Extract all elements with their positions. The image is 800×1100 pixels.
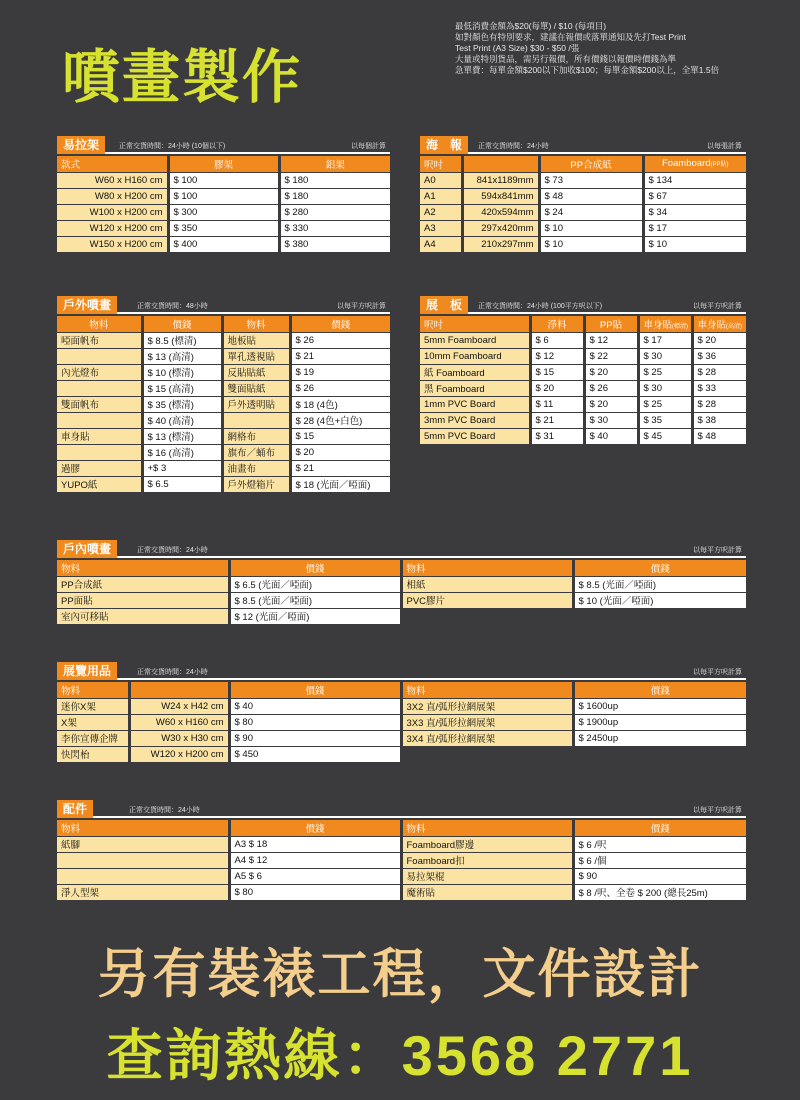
table-row [57, 868, 746, 884]
parts-section [57, 800, 746, 901]
header-cell: 呎吋 [420, 156, 462, 172]
header-cell: 膠架 [168, 156, 279, 172]
outdoor-table [57, 316, 390, 493]
table-row [57, 396, 390, 412]
table-cell: $ 134 [643, 172, 746, 188]
table-cell: $ 45 [638, 428, 692, 444]
table-row [420, 236, 746, 252]
table-row [57, 592, 746, 608]
table-cell: $ 10 [539, 236, 643, 252]
table-cell: $ 100 [168, 172, 279, 188]
table-cell: $ 10 [539, 220, 643, 236]
unit-note: 以每個計算 [351, 143, 386, 150]
table-cell: A4 $ 12 [229, 852, 401, 868]
table-cell: $ 40 (高清) [142, 412, 222, 428]
delivery-time: 正常交貨時間：48小時 [137, 303, 208, 310]
note-line: 急單費：每單金額$200以下加收$100；每單金額$200以上，全單1.5倍 [455, 65, 720, 75]
table-cell: $ 20 [584, 396, 638, 412]
table-header-row [57, 316, 390, 332]
table-cell: $ 80 [229, 714, 401, 730]
table-cell: $ 35 (標清) [142, 396, 222, 412]
table-cell: $ 13 (標清) [142, 428, 222, 444]
header-cell: 價錢 [229, 560, 401, 576]
table-cell: 單孔透視貼 [222, 348, 290, 364]
table-cell: $ 38 [692, 412, 746, 428]
table-cell: $ 48 [539, 188, 643, 204]
table-header-row [420, 156, 746, 172]
note-line: 大量或特別貨品，需另行報價，所有價錢以報價時價錢為準 [455, 54, 677, 64]
table-cell: 啞面帆布 [57, 332, 142, 348]
table-cell: $ 90 [229, 730, 401, 746]
table-cell: 紙腳 [57, 836, 229, 852]
table-row [57, 698, 746, 714]
table-cell: $ 26 [290, 332, 390, 348]
table-cell: 黑 Foamboard [420, 380, 530, 396]
table-cell: Foamboard膠邊 [401, 836, 573, 852]
section-tag: 展 板 [420, 296, 468, 314]
table-cell: $ 10 (光面／啞面) [573, 592, 746, 608]
table-cell: $ 6 /個 [573, 852, 746, 868]
table-cell [57, 444, 142, 460]
table-cell [57, 852, 229, 868]
table-cell: $ 48 [692, 428, 746, 444]
unit-note: 以每平方呎計算 [693, 669, 742, 676]
table-row [57, 172, 390, 188]
poster-table [420, 156, 746, 253]
table-cell: $ 6 /呎 [573, 836, 746, 852]
table-cell: 迷你X架 [57, 698, 129, 714]
header-text: 車身貼 [643, 319, 673, 331]
table-row [57, 348, 390, 364]
table-cell: 戶外燈箱片 [222, 476, 290, 492]
table-row [420, 364, 746, 380]
table-cell: 雙面帆布 [57, 396, 142, 412]
header-cell: 物料 [57, 316, 142, 332]
table-cell: $ 13 (高清) [142, 348, 222, 364]
unit-note: 以每平方呎計算 [337, 303, 386, 310]
table-row [57, 884, 746, 900]
table-cell: A0 [420, 172, 462, 188]
table-row [57, 204, 390, 220]
table-cell [57, 868, 229, 884]
table-cell: 3X4 直/弧形拉網展架 [401, 730, 573, 746]
table-row [420, 380, 746, 396]
table-cell: $ 12 (光面／啞面) [229, 608, 401, 624]
header-cell [643, 156, 746, 172]
header-cell: 價錢 [142, 316, 222, 332]
empty-cell [573, 746, 746, 762]
table-cell: 594x841mm [462, 188, 539, 204]
header-text: 車身貼 [697, 319, 727, 331]
table-cell: 淨人型架 [57, 884, 229, 900]
table-cell: A3 [420, 220, 462, 236]
table-cell: $ 8.5 (標清) [142, 332, 222, 348]
empty-cell [573, 608, 746, 624]
table-cell: $ 1600up [573, 698, 746, 714]
header-cell [638, 316, 692, 332]
table-cell: $ 15 [290, 428, 390, 444]
table-row [57, 576, 746, 592]
table-row [57, 428, 390, 444]
header-cell: 價錢 [229, 820, 401, 836]
poster-section [420, 136, 746, 253]
table-cell: $ 25 [638, 364, 692, 380]
table-cell: $ 300 [168, 204, 279, 220]
table-cell: A1 [420, 188, 462, 204]
table-cell: $ 40 [229, 698, 401, 714]
table-cell: $ 30 [638, 380, 692, 396]
table-row [57, 836, 746, 852]
table-cell: X架 [57, 714, 129, 730]
table-row [57, 476, 390, 492]
table-header-row [57, 820, 746, 836]
table-cell: $ 20 [584, 364, 638, 380]
table-cell: $ 34 [643, 204, 746, 220]
table-cell: 地板貼 [222, 332, 290, 348]
outdoor-section [57, 296, 390, 493]
delivery-time: 正常交貨時間：24小時 (100平方呎以下) [478, 303, 603, 310]
table-cell: $ 26 [290, 380, 390, 396]
table-cell: $ 36 [692, 348, 746, 364]
section-tag: 海 報 [420, 136, 468, 154]
table-row [57, 332, 390, 348]
table-row [57, 444, 390, 460]
table-cell: $ 10 (標清) [142, 364, 222, 380]
table-cell: $ 19 [290, 364, 390, 380]
section-tag: 配件 [57, 800, 93, 818]
table-cell: $ 330 [279, 220, 390, 236]
table-cell: $ 20 [692, 332, 746, 348]
header-cell: 價錢 [290, 316, 390, 332]
table-cell: 網格布 [222, 428, 290, 444]
delivery-time: 正常交貨時間：24小時 [137, 669, 208, 676]
note-line: Test Print (A3 Size) $30 - $50 /張 [455, 43, 580, 53]
table-cell: $ 8.5 (光面／啞面) [573, 576, 746, 592]
table-cell: $ 380 [279, 236, 390, 252]
table-row [57, 412, 390, 428]
unit-note: 以每平方呎計算 [693, 547, 742, 554]
table-cell: W24 x H42 cm [129, 698, 229, 714]
notes [455, 21, 795, 76]
table-cell: 室內可移貼 [57, 608, 229, 624]
empty-cell [401, 746, 573, 762]
header-cell [129, 682, 229, 698]
table-cell: W80 x H200 cm [57, 188, 168, 204]
table-cell: W100 x H200 cm [57, 204, 168, 220]
table-cell: $ 100 [168, 188, 279, 204]
table-row [57, 730, 746, 746]
table-cell: A4 [420, 236, 462, 252]
table-cell: $ 17 [638, 332, 692, 348]
table-cell: $ 33 [692, 380, 746, 396]
table-cell: W150 x H200 cm [57, 236, 168, 252]
board-table [420, 316, 746, 445]
table-cell: $ 10 [643, 236, 746, 252]
table-row [57, 852, 746, 868]
table-cell: 油畫布 [222, 460, 290, 476]
table-cell: W120 x H200 cm [129, 746, 229, 762]
board-section [420, 296, 746, 445]
table-cell: $ 400 [168, 236, 279, 252]
table-cell: 5mm PVC Board [420, 428, 530, 444]
table-row [57, 608, 746, 624]
table-cell: $ 30 [584, 412, 638, 428]
header-cell: 款式 [57, 156, 168, 172]
table-cell: 過膠 [57, 460, 142, 476]
table-cell: $ 20 [290, 444, 390, 460]
delivery-time: 正常交貨時間：24小時 [478, 143, 549, 150]
table-cell: 反貼貼紙 [222, 364, 290, 380]
header-cell: 物料 [222, 316, 290, 332]
table-cell: PP合成紙 [57, 576, 229, 592]
table-cell: $ 80 [229, 884, 401, 900]
table-cell: $ 28 (4色+白色) [290, 412, 390, 428]
table-cell: 3X3 直/弧形拉網展架 [401, 714, 573, 730]
header-cell: 物料 [401, 820, 573, 836]
table-cell: W30 x H30 cm [129, 730, 229, 746]
table-cell: 雙面貼紙 [222, 380, 290, 396]
unit-note: 以每平方呎計算 [693, 807, 742, 814]
table-cell: 5mm Foamboard [420, 332, 530, 348]
note-line: 最低消費金額為$20(每單) / $10 (每項目) [455, 21, 607, 31]
empty-cell [401, 608, 573, 624]
header-cell: 物料 [57, 560, 229, 576]
header-cell: 價錢 [573, 560, 746, 576]
header-cell: 價錢 [229, 682, 401, 698]
table-cell: $ 8.5 (光面／啞面) [229, 592, 401, 608]
exhibit-table [57, 682, 746, 763]
table-cell: $ 20 [530, 380, 584, 396]
header-cell [462, 156, 539, 172]
table-cell: 旗布／蛹布 [222, 444, 290, 460]
header-subtext: (高清) [726, 323, 743, 330]
table-cell: $ 24 [539, 204, 643, 220]
table-cell: +$ 3 [142, 460, 222, 476]
table-cell: 1mm PVC Board [420, 396, 530, 412]
table-row [420, 172, 746, 188]
table-header-row [420, 316, 746, 332]
table-row [420, 332, 746, 348]
table-cell: A5 $ 6 [229, 868, 401, 884]
table-cell: 魔術貼 [401, 884, 573, 900]
table-cell: 841x1189mm [462, 172, 539, 188]
table-cell: $ 12 [584, 332, 638, 348]
delivery-time: 正常交貨時間：24小時 [137, 547, 208, 554]
easy-rack-section [57, 136, 390, 253]
table-cell: $ 31 [530, 428, 584, 444]
table-cell: $ 30 [638, 348, 692, 364]
parts-table [57, 820, 746, 901]
section-tag: 戶外噴畫 [57, 296, 117, 314]
table-cell: A2 [420, 204, 462, 220]
table-cell: $ 21 [290, 348, 390, 364]
table-row [420, 412, 746, 428]
slogan: 另有裝裱工程，文件設計 [97, 945, 703, 1004]
table-cell: 3mm PVC Board [420, 412, 530, 428]
table-cell: $ 6.5 [142, 476, 222, 492]
table-header-row [57, 560, 746, 576]
header-cell: PP貼 [584, 316, 638, 332]
table-cell: $ 26 [584, 380, 638, 396]
table-cell: A3 $ 18 [229, 836, 401, 852]
unit-note: 以每平方呎計算 [693, 303, 742, 310]
table-cell: $ 90 [573, 868, 746, 884]
table-cell: W120 x H200 cm [57, 220, 168, 236]
table-cell: $ 2450up [573, 730, 746, 746]
table-cell: $ 15 (高清) [142, 380, 222, 396]
table-cell: $ 450 [229, 746, 401, 762]
table-cell: 車身貼 [57, 428, 142, 444]
table-cell [57, 348, 142, 364]
table-cell: $ 21 [290, 460, 390, 476]
table-cell: $ 1900up [573, 714, 746, 730]
table-cell: $ 180 [279, 188, 390, 204]
table-cell: PVC膠片 [401, 592, 573, 608]
table-row [57, 460, 390, 476]
table-cell: 李你宣傳企牌 [57, 730, 129, 746]
table-cell: $ 16 (高清) [142, 444, 222, 460]
exhibit-section [57, 662, 746, 763]
header-cell: 物料 [57, 682, 129, 698]
table-cell: Foamboard扣 [401, 852, 573, 868]
table-cell: 10mm Foamboard [420, 348, 530, 364]
table-cell [57, 412, 142, 428]
hotline: 查詢熱線：3568 2771 [106, 1024, 694, 1087]
page-title: 噴畫製作 [62, 43, 303, 111]
table-row [420, 220, 746, 236]
header-cell: PP合成紙 [539, 156, 643, 172]
table-cell: $ 12 [530, 348, 584, 364]
table-cell: 快閃枱 [57, 746, 129, 762]
table-cell: $ 67 [643, 188, 746, 204]
table-row [57, 188, 390, 204]
table-cell: $ 15 [530, 364, 584, 380]
table-cell: $ 17 [643, 220, 746, 236]
indoor-section [57, 540, 746, 625]
header-cell: 物料 [401, 682, 573, 698]
table-row [57, 364, 390, 380]
table-cell: 戶外透明貼 [222, 396, 290, 412]
header-text: Foamboard [661, 158, 711, 170]
header-cell: 呎吋 [420, 316, 530, 332]
table-cell: $ 73 [539, 172, 643, 188]
indoor-table [57, 560, 746, 625]
table-cell: 易拉架棍 [401, 868, 573, 884]
table-cell: $ 280 [279, 204, 390, 220]
table-cell: PP面貼 [57, 592, 229, 608]
table-header-row [57, 682, 746, 698]
header-cell [692, 316, 746, 332]
section-tag: 易拉架 [57, 136, 105, 154]
table-cell: $ 28 [692, 364, 746, 380]
table-row [420, 348, 746, 364]
table-cell [222, 412, 290, 428]
section-tag: 戶內噴畫 [57, 540, 117, 558]
header-subtext: (PP貼) [710, 162, 729, 169]
table-cell: 紙 Foamboard [420, 364, 530, 380]
table-cell: W60 x H160 cm [129, 714, 229, 730]
header-cell: 物料 [401, 560, 573, 576]
table-row [57, 380, 390, 396]
header-cell: 物料 [57, 820, 229, 836]
table-cell: $ 180 [279, 172, 390, 188]
table-cell: YUPO紙 [57, 476, 142, 492]
table-row [57, 746, 746, 762]
header-cell: 價錢 [573, 682, 746, 698]
header-cell: 價錢 [573, 820, 746, 836]
table-cell: $ 6 [530, 332, 584, 348]
table-cell: W60 x H160 cm [57, 172, 168, 188]
table-cell: $ 6.5 (光面／啞面) [229, 576, 401, 592]
easy-rack-table [57, 156, 390, 253]
table-row [420, 188, 746, 204]
header-cell: 淨料 [530, 316, 584, 332]
table-cell: $ 40 [584, 428, 638, 444]
table-row [57, 236, 390, 252]
table-cell: 3X2 直/弧形拉網展架 [401, 698, 573, 714]
table-cell [57, 380, 142, 396]
table-row [57, 220, 390, 236]
table-header-row [57, 156, 390, 172]
table-cell: 297x420mm [462, 220, 539, 236]
table-cell: 相紙 [401, 576, 573, 592]
table-cell: $ 21 [530, 412, 584, 428]
table-cell: $ 35 [638, 412, 692, 428]
table-row [420, 428, 746, 444]
table-row [420, 396, 746, 412]
delivery-time: 正常交貨時間：24小時 [129, 807, 200, 814]
table-cell: $ 28 [692, 396, 746, 412]
table-cell: $ 11 [530, 396, 584, 412]
unit-note: 以每張計算 [707, 143, 742, 150]
section-tag: 展覽用品 [57, 662, 117, 680]
table-row [57, 714, 746, 730]
table-cell: 內光燈布 [57, 364, 142, 380]
table-cell: $ 18 (4色) [290, 396, 390, 412]
table-cell: 420x594mm [462, 204, 539, 220]
header-subtext: (標清) [672, 323, 689, 330]
table-cell: 210x297mm [462, 236, 539, 252]
table-cell: $ 22 [584, 348, 638, 364]
table-cell: $ 350 [168, 220, 279, 236]
table-cell: $ 18 (光面／啞面) [290, 476, 390, 492]
table-cell: $ 25 [638, 396, 692, 412]
header-cell: 鋁架 [279, 156, 390, 172]
note-line: 如對顏色有特別要求，建議在報價或落單通知及先打Test Print [455, 32, 686, 42]
table-row [420, 204, 746, 220]
delivery-time: 正常交貨時間：24小時 (10個以下) [119, 143, 226, 150]
table-cell: $ 8 /呎、全卷 $ 200 (總長25m) [573, 884, 746, 900]
